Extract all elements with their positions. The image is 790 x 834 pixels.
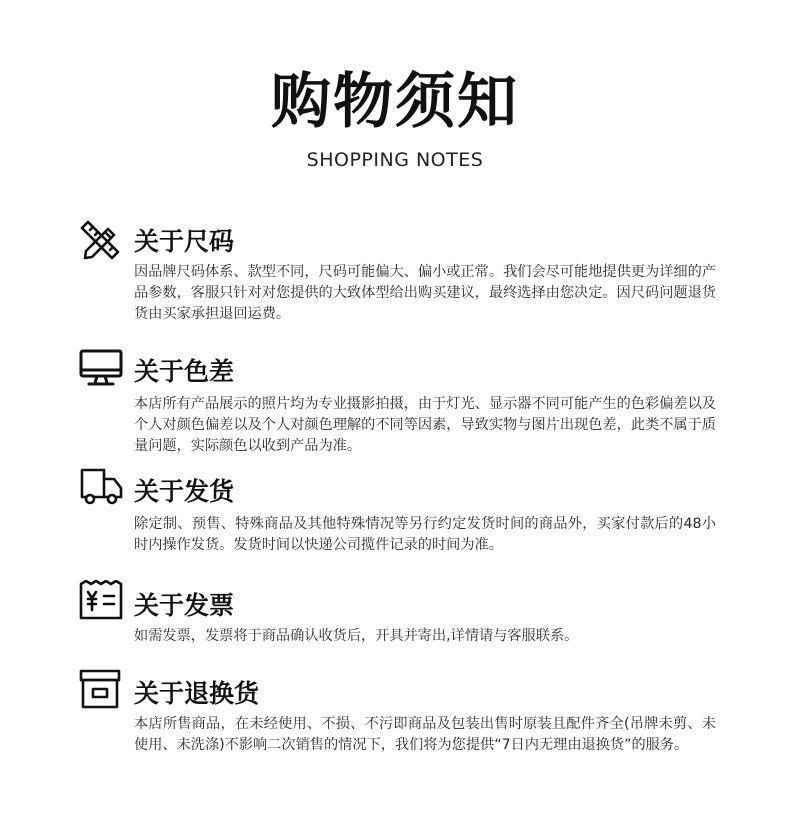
- section-text: 除定制、预售、特殊商品及其他特殊情况等另行约定发货时间的商品外，买家付款后的48小时内操作发货。发货时间以快递公司揽件记录的时间为准。: [134, 516, 716, 553]
- section-heading: 关于发票: [134, 591, 235, 620]
- monitor-icon: [78, 348, 124, 390]
- section-heading: 关于发货: [134, 477, 235, 506]
- page-title: 购物须知: [271, 67, 519, 137]
- delivery-truck-icon: [78, 466, 124, 508]
- section-heading: 关于色差: [134, 357, 235, 386]
- invoice-receipt-icon: [78, 580, 124, 622]
- section-heading: 关于尺码: [134, 227, 235, 256]
- section-text: 本店所售商品，在未经使用、不损、不污即商品及包装出售时原装且配件齐全(吊牌未剪、未使用、未洗涤)不影响二次销售的情况下，我们将为您提供“7日内无理由退换货”的服务。: [134, 716, 716, 753]
- section-heading: 关于退换货: [134, 679, 260, 708]
- page-subtitle: SHOPPING NOTES: [306, 149, 484, 171]
- return-box-icon: [78, 668, 124, 710]
- section-text: 如需发票，发票将于商品确认收货后，开具并寄出,详情请与客服联系。: [134, 628, 579, 644]
- ruler-pencil-icon: [78, 218, 124, 260]
- section-text: 因品牌尺码体系、款型不同，尺码可能偏大、偏小或正常。我们会尽可能地提供更为详细的产品参数，客服只针对对您提供的大致体型给出购买建议，最终选择由您决定。因尺码问题退货货由买家承担退回运费。: [134, 264, 716, 322]
- section-text: 本店所有产品展示的照片均为专业摄影拍摄，由于灯光、显示器不同可能产生的色彩偏差以及个人对颜色偏差以及个人对颜色理解的不同等因素，导致实物与图片出现色差，此类不属于质量问题，实际颜色以收到产品为准。: [134, 396, 716, 454]
